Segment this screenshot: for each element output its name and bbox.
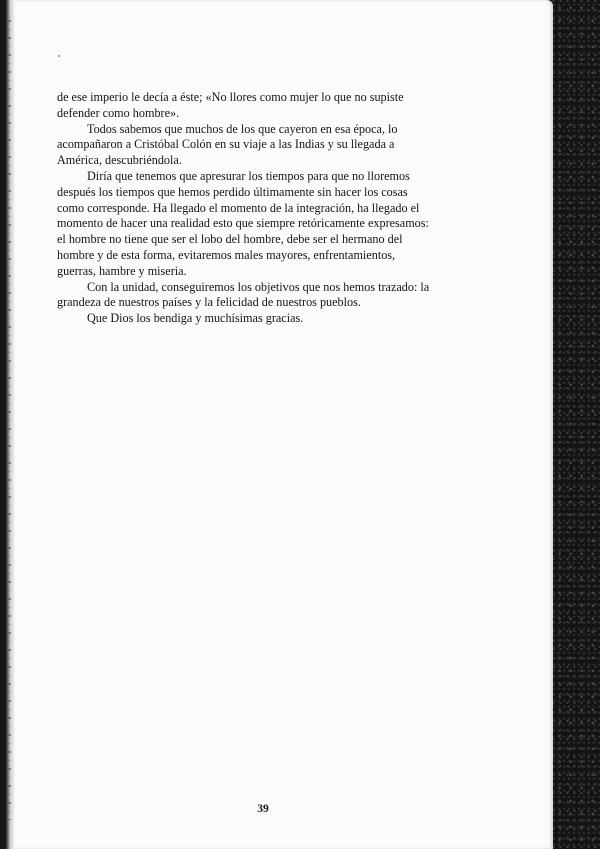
text-line: de ese imperio le decía a éste; «No llores como mujer lo que no supiste [57, 90, 404, 104]
text-line: Que Dios los bendiga y muchísimas gracias. [87, 311, 304, 326]
body-text [57, 90, 472, 327]
text-line: como corresponde. Ha llegado el momento de la integración, ha llegado el [57, 200, 420, 215]
paragraph [57, 311, 472, 327]
paragraph [57, 169, 472, 280]
text-line: Con la unidad, conseguiremos los objetivos que nos hemos trazado: la [87, 279, 430, 294]
paragraph [57, 122, 472, 169]
text-line: el hombre no tiene que ser el lobo del hombre, debe ser el hermano del [57, 232, 403, 247]
text-line: después los tiempos que hemos perdido últimamente sin hacer los cosas [57, 184, 408, 199]
paragraph [57, 280, 472, 312]
text-line: América, descubriéndola. [57, 153, 182, 168]
dust-speck [58, 55, 60, 57]
scan-background [552, 0, 600, 849]
text-line: Todos sabemos que muchos de los que cayeron en esa época, lo [87, 121, 398, 136]
text-line: Diría que tenemos que apresurar los tiempos para que no lloremos [87, 168, 410, 183]
text-line: defender como hombre». [57, 105, 180, 120]
text-line: grandeza de nuestros países y la felicidad de nuestros pueblos. [57, 295, 361, 310]
paragraph [57, 90, 472, 122]
text-line: guerras, hambre y miseria. [57, 263, 187, 278]
text-line: momento de hacer una realidad esto que siempre retóricamente expresamos: [57, 216, 429, 231]
text-line: acompañaron a Cristóbal Colón en su viaje a las Indias y su llegada a [57, 137, 395, 152]
binding-marks [8, 20, 11, 820]
page-number: 39 [257, 803, 269, 815]
text-line: hombre y de esta forma, evitaremos males mayores, enfrentamientos, [57, 247, 396, 262]
book-page [6, 0, 553, 849]
